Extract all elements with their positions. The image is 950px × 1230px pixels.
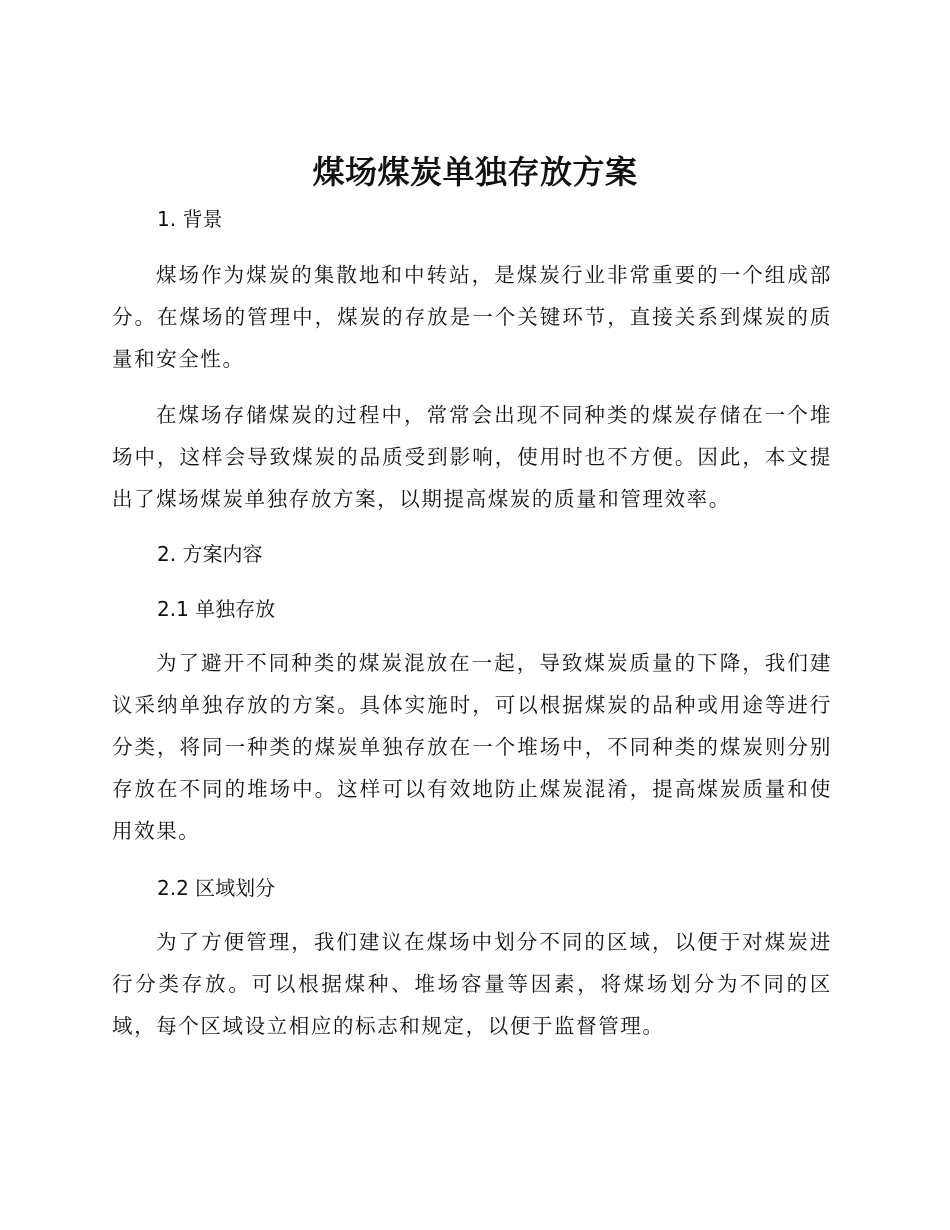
subsection-heading-separate-storage: 2.1 单独存放: [157, 597, 276, 621]
section-heading-background: 1. 背景: [157, 207, 223, 231]
paragraph-background-2: 在煤场存储煤炭的过程中，常常会出现不同种类的煤炭存储在一个堆场中，这样会导致煤炭的品质受到影响，使用时也不方便。因此，本文提出了煤场煤炭单独存放方案，以期提高煤炭的质量和管理效率。: [112, 403, 832, 511]
paragraph-separate-storage: 为了避开不同种类的煤炭混放在一起，导致煤炭质量的下降，我们建议采纳单独存放的方案。具体实施时，可以根据煤炭的品种或用途等进行分类，将同一种类的煤炭单独存放在一个堆场中，不同种类的煤炭则分别存放在不同的堆场中。这样可以有效地防止煤炭混淆，提高煤炭质量和使用效果。: [112, 651, 832, 843]
paragraph-background-1: 煤场作为煤炭的集散地和中转站，是煤炭行业非常重要的一个组成部分。在煤场的管理中，煤炭的存放是一个关键环节，直接关系到煤炭的质量和安全性。: [112, 263, 832, 371]
document-title: 煤场煤炭单独存放方案: [312, 153, 638, 191]
section-heading-plan-content: 2. 方案内容: [157, 542, 263, 566]
subsection-heading-zone-division: 2.2 区域划分: [157, 876, 276, 900]
paragraph-zone-division: 为了方便管理，我们建议在煤场中划分不同的区域，以便于对煤炭进行分类存放。可以根据煤种、堆场容量等因素，将煤场划分为不同的区域，每个区域设立相应的标志和规定，以便于监督管理。: [112, 930, 832, 1038]
